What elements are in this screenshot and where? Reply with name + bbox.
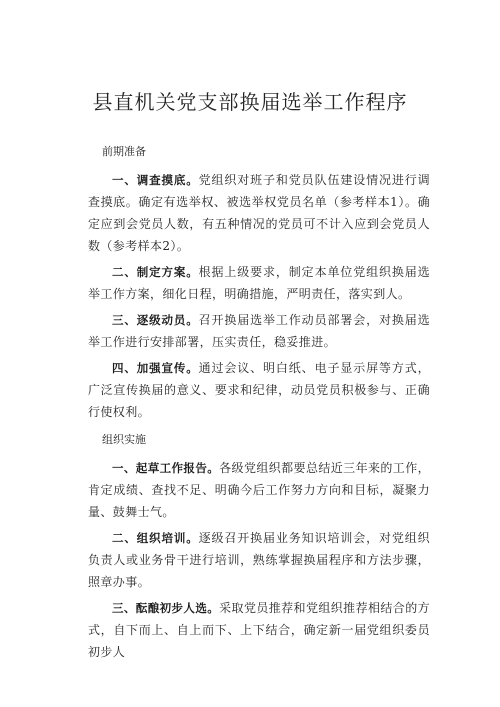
paragraph-publicity bbox=[88, 357, 430, 423]
paragraph-mobilize bbox=[88, 309, 430, 353]
paragraph-text: 采取党员推荐和党组织推荐相结合的方式，自下而上、自上而下、上下结合，确定新一届党组织委员初步人 bbox=[88, 601, 430, 659]
paragraph-text: 各级党组织都要总结近三年来的工作，肯定成绩、查找不足、明确今后工作努力方向和目标，凝聚力量、鼓舞士气。 bbox=[88, 461, 430, 519]
paragraph-candidates bbox=[88, 597, 430, 663]
paragraph-lead: 二、组织培训。 bbox=[112, 531, 199, 545]
paragraph-training bbox=[88, 527, 430, 593]
paragraph-investigation bbox=[88, 169, 430, 257]
paragraph-lead: 三、酝酿初步人选。 bbox=[112, 601, 220, 615]
paragraph-plan bbox=[88, 261, 430, 305]
section-heading-preparation: 前期准备 bbox=[102, 145, 146, 158]
paragraph-lead: 一、调查摸底。 bbox=[112, 173, 199, 187]
paragraph-lead: 四、加强宣传。 bbox=[112, 361, 199, 375]
paragraph-text: 党组织对班子和党员队伍建设情况进行调查摸底。确定有选举权、被选举权党员名单（参考样本1）。确定应到会党员人数，有五种情况的党员可不计入应到会党员人数（参考样本2）。 bbox=[88, 173, 430, 253]
paragraph-text: 逐级召开换届业务知识培训会，对党组织负责人或业务骨干进行培训，熟练掌握换届程序和方法步骤，照章办事。 bbox=[88, 531, 430, 589]
document-body bbox=[88, 141, 430, 667]
paragraph-text: 通过会议、明白纸、电子显示屏等方式，广泛宣传换届的意义、要求和纪律，动员党员积极参与、正确行使权利。 bbox=[88, 361, 430, 419]
paragraph-text: 召开换届选举工作动员部署会，对换届选举工作进行安排部署，压实责任，稳妥推进。 bbox=[88, 313, 430, 349]
section-heading-implementation: 组织实施 bbox=[102, 433, 146, 446]
paragraph-lead: 一、起草工作报告。 bbox=[112, 461, 220, 475]
paragraph-work-report bbox=[88, 457, 430, 523]
paragraph-lead: 三、逐级动员。 bbox=[112, 313, 199, 327]
paragraph-lead: 二、制定方案。 bbox=[112, 265, 199, 279]
document-title: 县直机关党支部换届选举工作程序 bbox=[92, 90, 408, 114]
paragraph-text: 根据上级要求，制定本单位党组织换届选举工作方案，细化日程，明确措施，严明责任，落实到人。 bbox=[88, 265, 430, 301]
